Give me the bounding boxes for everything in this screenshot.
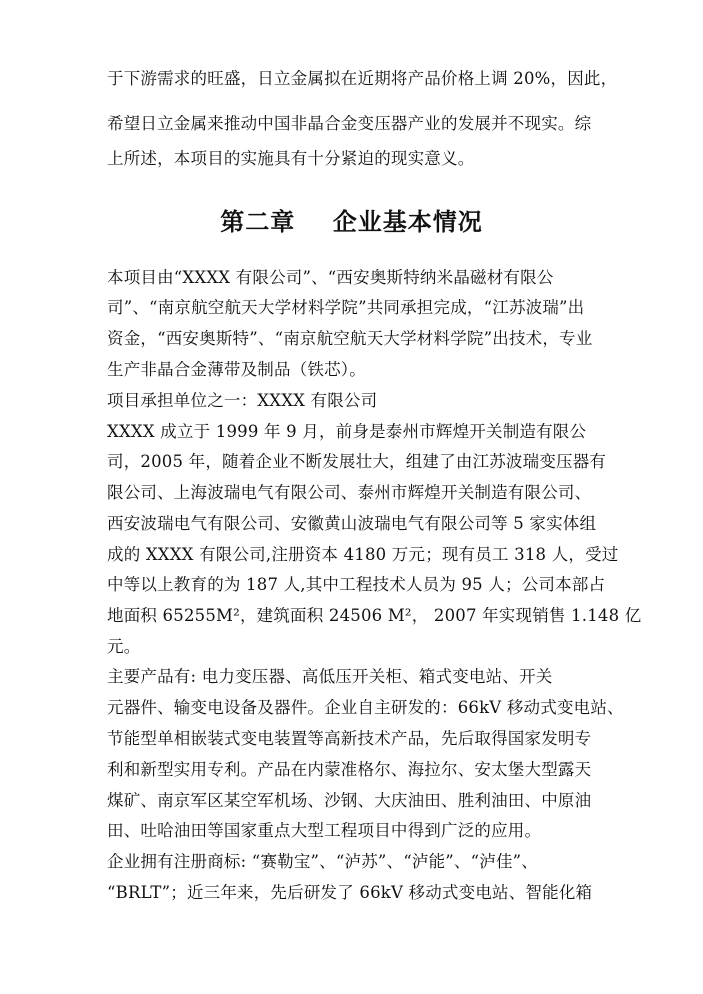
paragraph-line: 主要产品有: 电力变压器、高低压开关柜、箱式变电站、开关 [107,667,553,686]
paragraph-line: 上所述，本项目的实施具有十分紧迫的现实意义。 [107,149,475,168]
paragraph-line: 司，2005 年，随着企业不断发展壮大，组建了由江苏波瑞变压器有 [107,452,607,471]
paragraph-line: 本项目由“XXXX 有限公司”、“西安奥斯特纳米晶磁材有限公 [107,268,554,287]
paragraph-line: XXXX 成立于 1999 年 9 月，前身是泰州市辉煌开关制造有限公 [107,422,587,441]
paragraph-line: 司”、“南京航空航天大学材料学院”共同承担完成，“江苏波瑞”出 [107,298,585,317]
paragraph-line: 希望日立金属来推动中国非晶合金变压器产业的发展并不现实。综 [107,114,592,133]
paragraph-line: 项目承担单位之一：XXXX 有限公司 [107,391,378,410]
paragraph-line: 中等以上教育的为 187 人,其中工程技术人员为 95 人；公司本部占 [107,575,606,594]
paragraph-line: 田、吐哈油田等国家重点大型工程项目中得到广泛的应用。 [107,821,542,840]
paragraph-line: 企业拥有注册商标: “赛勒宝”、“泸苏”、“泸能”、“泸佳”、 [107,852,538,871]
paragraph-line: 资金，“西安奥斯特”、“南京航空航天大学材料学院”出技术，专业 [107,329,593,348]
paragraph-line: 生产非晶合金薄带及制品（铁芯）。 [107,360,366,379]
paragraph-line: 西安波瑞电气有限公司、安徽黄山波瑞电气有限公司等 5 家实体组 [107,514,597,533]
paragraph-line: “BRLT”；近三年来，先后研发了 66kV 移动式变电站、智能化箱 [107,883,593,902]
paragraph-line: 元器件、输变电设备及器件。企业自主研发的：66kV 移动式变电站、 [107,698,624,717]
paragraph-line: 元。 [107,637,141,656]
paragraph-line: 限公司、上海波瑞电气有限公司、泰州市辉煌开关制造有限公司、 [107,483,592,502]
paragraph-line: 于下游需求的旺盛，日立金属拟在近期将产品价格上调 20%，因此， [107,69,618,88]
paragraph-line: 节能型单相嵌装式变电装置等高新技术产品，先后取得国家发明专 [107,729,592,748]
paragraph-line: 利和新型实用专利。产品在内蒙准格尔、海拉尔、安太堡大型露天 [107,760,592,779]
paragraph-line: 煤矿、南京军区某空军机场、沙钢、大庆油田、胜利油田、中原油 [107,791,592,810]
chapter-heading: 第二章 企业基本情况 [220,207,483,236]
paragraph-line: 成的 XXXX 有限公司,注册资本 4180 万元；现有员工 318 人，受过 [107,545,619,564]
paragraph-line: 地面积 65255M²，建筑面积 24506 M²， 2007 年实现销售 1.148 亿 [107,606,642,625]
